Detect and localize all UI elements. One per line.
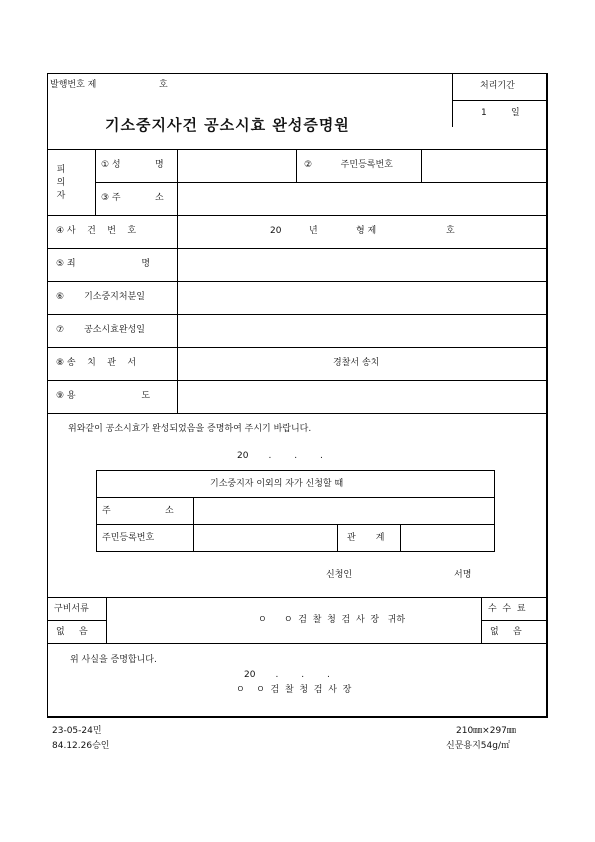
issue-number-suffix: 호 bbox=[159, 80, 168, 90]
case-suffix: 호 bbox=[446, 226, 455, 236]
case-year-prefix: 20 bbox=[270, 226, 282, 236]
processing-period-unit: 일 bbox=[511, 108, 520, 118]
addressee: ㅇ ㅇ 검 찰 청 검 사 장 귀하 bbox=[258, 615, 406, 625]
applicant-label: 신청인 bbox=[326, 570, 353, 580]
processing-period-label: 처리기간 bbox=[480, 81, 515, 91]
name-label: ① 성 명 bbox=[101, 160, 164, 170]
signature-label: 서명 bbox=[454, 570, 472, 580]
address-label: ③ 주 소 bbox=[101, 193, 164, 203]
issue-number-label: 발행번호 제 bbox=[50, 80, 97, 90]
form-title: 기소중지사건 공소시효 완성증명원 bbox=[105, 116, 350, 134]
fee-value: 없 음 bbox=[490, 627, 522, 637]
offense-label: ⑤ 죄 명 bbox=[56, 259, 151, 269]
request-date: 20 . . . bbox=[237, 451, 323, 461]
certify-date: 20 . . . bbox=[244, 670, 330, 680]
suspect-label: 피 의 자 bbox=[56, 165, 66, 201]
proxy-rrn-label: 주민등록번호 bbox=[102, 533, 155, 543]
rrn-label: ② 주민등록번호 bbox=[304, 160, 393, 170]
limitation-date-label: ⑦ 공소시효완성일 bbox=[56, 325, 145, 335]
processing-period-value: 1 bbox=[481, 108, 487, 118]
case-number-label: ④ 사 건 번 호 bbox=[56, 226, 137, 236]
certifier: ㅇ ㅇ 검 찰 청 검 사 장 bbox=[236, 685, 352, 695]
proxy-address-label: 주 소 bbox=[102, 506, 174, 516]
request-text: 위와같이 공소시효가 완성되었음을 증명하여 주시기 바랍니다. bbox=[68, 424, 312, 434]
purpose-label: ⑨ 용 도 bbox=[56, 391, 151, 401]
certify-text: 위 사실을 증명합니다. bbox=[70, 655, 157, 665]
documents-value: 없 음 bbox=[56, 627, 88, 637]
case-year-unit: 년 bbox=[309, 226, 318, 236]
proxy-relation-label: 관 계 bbox=[347, 533, 385, 543]
case-type: 형 제 bbox=[356, 226, 377, 236]
fee-label: 수 수 료 bbox=[488, 604, 526, 614]
paper-size: 210㎜×297㎜ bbox=[456, 726, 516, 736]
proxy-table-title: 기소중지자 이외의 자가 신청할 때 bbox=[210, 479, 344, 489]
paper-type: 신문용지54g/㎡ bbox=[446, 741, 510, 751]
approval-date: 84.12.26승인 bbox=[52, 741, 110, 751]
form-code: 23-05-24민 bbox=[52, 726, 102, 736]
suspension-date-label: ⑥ 기소중지처분일 bbox=[56, 292, 145, 302]
documents-label: 구비서류 bbox=[54, 604, 89, 614]
sending-office-label: ⑧ 송 치 관 서 bbox=[56, 358, 137, 368]
sending-office-value: 경찰서 송치 bbox=[333, 358, 380, 368]
